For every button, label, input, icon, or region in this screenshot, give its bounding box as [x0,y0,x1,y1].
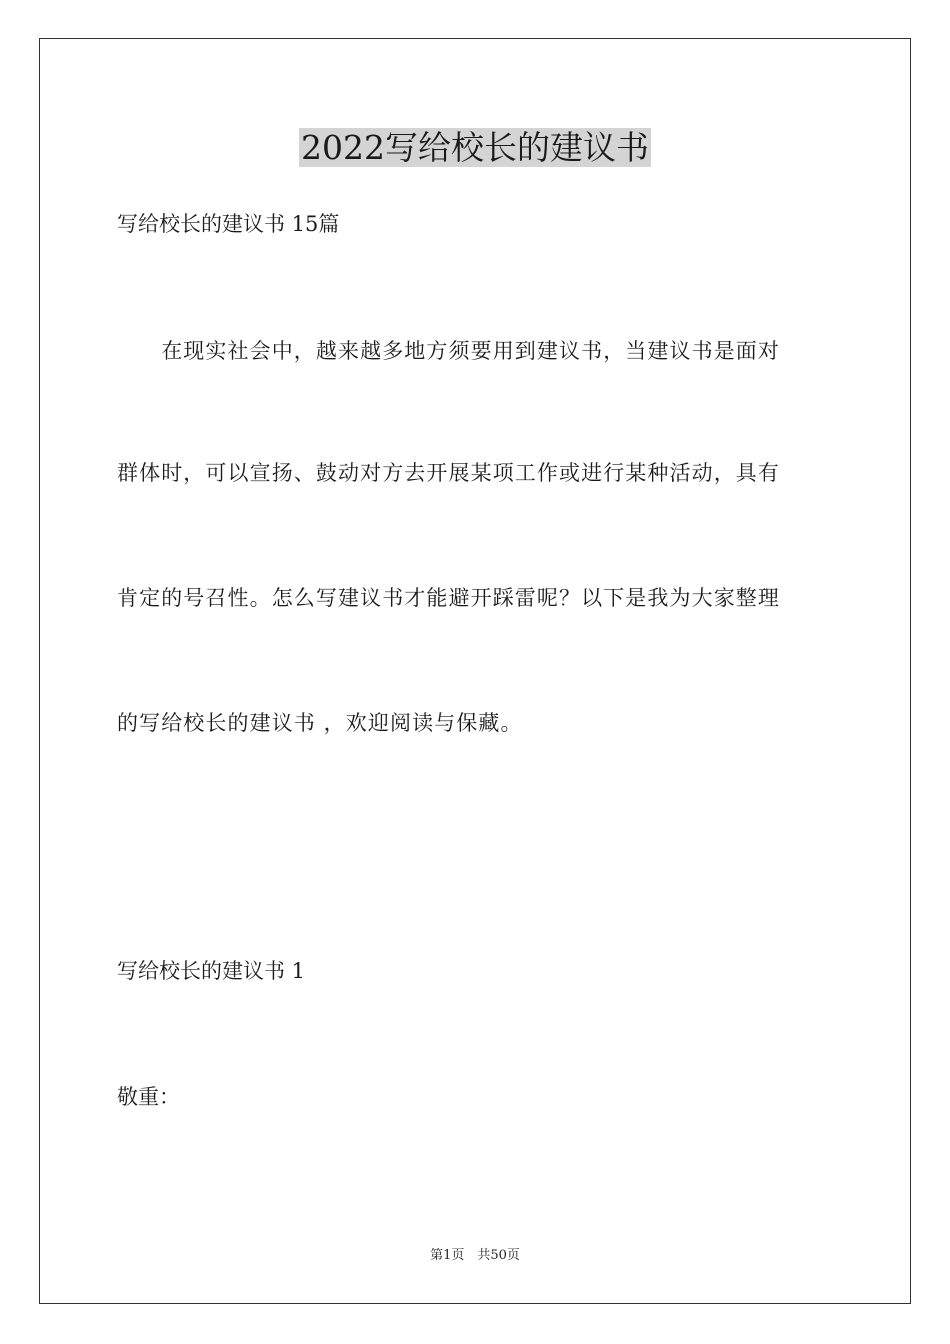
section-heading: 写给校长的建议书 1 [117,959,306,983]
document-title [0,128,950,168]
document-subtitle: 写给校长的建议书 15篇 [117,212,340,236]
intro-line-4: 的写给校长的建议书 ，欢迎阅读与保藏。 [117,711,523,735]
intro-line-1: 在现实社会中，越来越多地方须要用到建议书，当建议书是面对 [117,339,780,363]
salutation: 敬重： [117,1085,180,1109]
intro-line-2: 群体时，可以宣扬、鼓动对方去开展某项工作或进行某种活动，具有 [117,461,780,485]
intro-line-3: 肯定的号召性。怎么写建议书才能避开踩雷呢？以下是我为大家整理 [117,586,780,610]
page-footer: 第1页 共50页 [430,1248,520,1263]
document-title-text: 2022写给校长的建议书 [301,128,649,167]
